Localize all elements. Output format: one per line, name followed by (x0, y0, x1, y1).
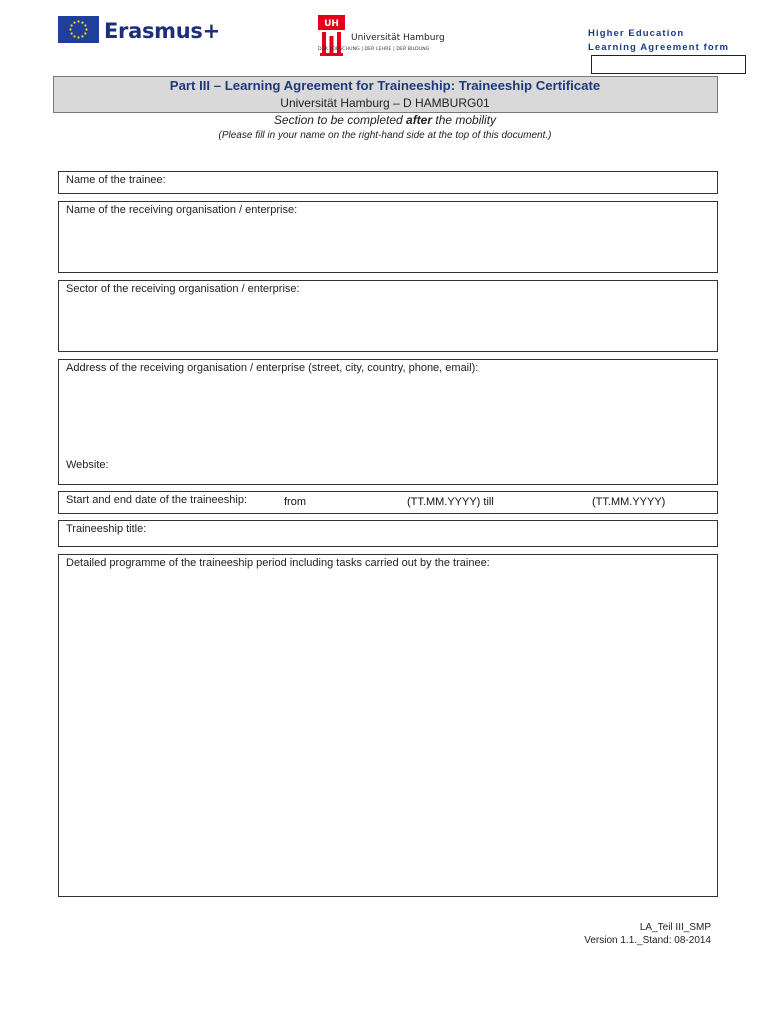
dates-label: Start and end date of the traineeship: (66, 494, 248, 506)
document-version: Version 1.1._Stand: 08-2014 (584, 935, 711, 946)
traineeship-title-field[interactable] (58, 520, 718, 547)
eu-flag-logo (58, 16, 99, 43)
eu-stars-icon (58, 16, 99, 43)
learning-agreement-form-label: Learning Agreement form (588, 42, 730, 53)
receiving-organisation-field[interactable] (58, 201, 718, 273)
detailed-programme-label: Detailed programme of the traineeship period including tasks carried out by the trainee: (66, 557, 490, 569)
detailed-programme-field[interactable] (58, 554, 718, 897)
sector-field[interactable] (58, 280, 718, 352)
start-date-format-till: (TT.MM.YYYY) till (407, 496, 494, 508)
trainee-name-header-field[interactable] (591, 55, 746, 74)
fill-name-instruction: (Please fill in your name on the right-hand side at the top of this document.) (218, 130, 552, 141)
end-date-format: (TT.MM.YYYY) (592, 496, 666, 508)
page-title: Part III – Learning Agreement for Traineeship: Traineeship Certificate (169, 78, 601, 93)
from-label: from (284, 496, 306, 508)
receiving-organisation-label: Name of the receiving organisation / enterprise: (66, 204, 298, 216)
university-tagline: DER FORSCHUNG | DER LEHRE | DER BILDUNG (318, 47, 430, 52)
university-name: Universität Hamburg (351, 33, 445, 43)
erasmus-logo-text: Erasmus+ (104, 19, 220, 43)
traineeship-title-label: Traineeship title: (66, 523, 147, 535)
higher-education-label: Higher Education (588, 28, 685, 39)
document-code: LA_Teil III_SMP (639, 922, 711, 933)
uhh-mark-text: UH (324, 19, 339, 29)
address-field[interactable] (58, 359, 718, 485)
institution-subtitle: Universität Hamburg – D HAMBURG01 (280, 96, 490, 110)
trainee-name-label: Name of the trainee: (66, 174, 166, 186)
section-note: Section to be completed after the mobility (273, 113, 497, 127)
website-label: Website: (66, 459, 109, 471)
traineeship-dates-field[interactable] (58, 491, 718, 514)
trainee-name-field[interactable] (58, 171, 718, 194)
address-label: Address of the receiving organisation / enterprise (street, city, country, phone, email): (66, 362, 479, 374)
sector-label: Sector of the receiving organisation / enterprise: (66, 283, 300, 295)
